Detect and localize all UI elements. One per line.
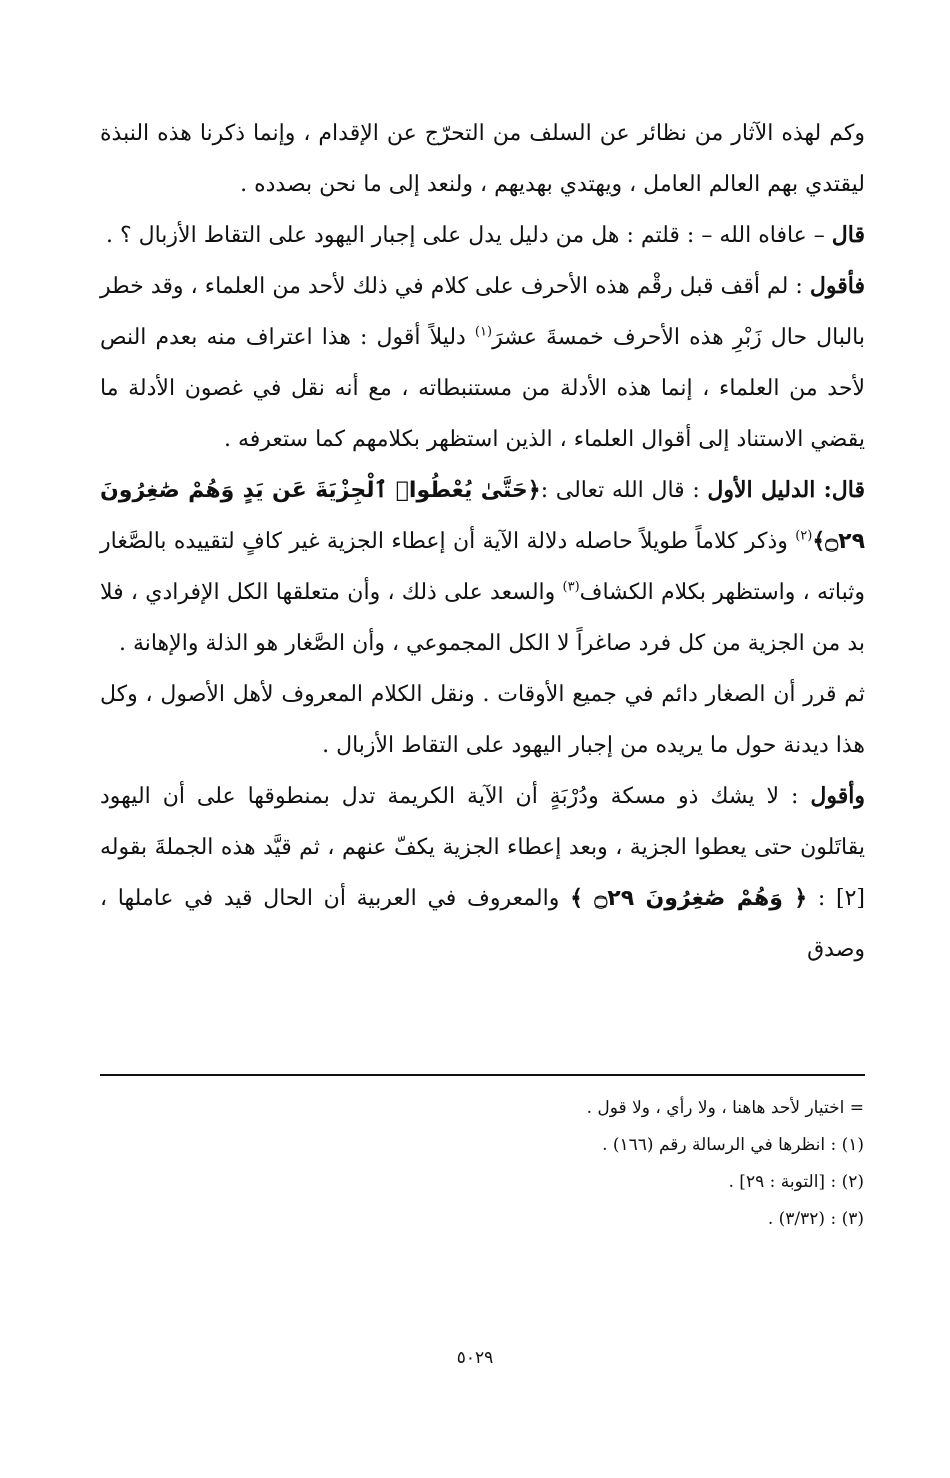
paragraph-text: والسعد على ذلك ، وأن متعلقها الكل الإفرادي ، فلا بد من الجزية من كل فرد صاغراً لا الكل المجموعي ، وأن الصَّغار هو الذلة والإهانة . [100, 580, 865, 656]
paragraph-lead: قال [831, 222, 865, 248]
footnote-continuation: = اختيار لأحد هاهنا ، ولا رأي ، ولا قول . [586, 1098, 864, 1118]
paragraph-lead: وأقول [810, 783, 865, 809]
main-text [100, 108, 865, 975]
paragraph-4 [100, 465, 865, 669]
paragraph-text: ثم قرر أن الصغار دائم في جميع الأوقات . ونقل الكلام المعروف لأهل الأصول ، وكل هذا ديدنة حول ما يريده من إجبار اليهود على التقاط الأزبال . [100, 682, 865, 758]
footnote-2: (٢) : [التوبة : ٢٩] . [728, 1172, 864, 1192]
paragraph-text: – عافاه الله – : قلتم : هل من دليل يدل على إجبار اليهود على التقاط الأزبال ؟ . [105, 223, 832, 248]
paragraph-text: والمعروف في العربية أن الحال قيد في عاملها ، وصدق [100, 886, 865, 962]
paragraph-2 [100, 210, 865, 261]
paragraph-6 [100, 771, 865, 975]
footnote-ref-1: (١) [474, 324, 493, 340]
page-number: ٥٠٢٩ [456, 1348, 494, 1368]
paragraph-text: : لا يشك ذو مسكة ودُرْبَةٍ أن الآية الكريمة تدل بمنطوقها على أن اليهود يقاتَلون حتى يعطوا الجزية ، وبعد إعطاء الجزية يكفّ عنهم ، ثم قيَّد هذه الجملةَ بقوله [٢] : [100, 784, 865, 911]
footnote-ref-3: (٣) [562, 579, 580, 595]
paragraph-text: : لم أقف قبل رقْم هذه الأحرف على كلام في ذلك لأحد من العلماء ، وقد خطر بالبال حال زَبْرِ هذه الأحرف خمسةَ عشرَ [100, 274, 866, 350]
quran-verse: ﴿حَتَّىٰ يُعْطُوا۟ ٱلْجِزْيَةَ عَن يَدٍ وَهُمْ صَٰغِرُونَ ۝٢٩﴾ [100, 478, 865, 554]
paragraph-lead: فأقول [809, 273, 865, 299]
footnote-divider [100, 1074, 865, 1076]
paragraph-3 [100, 261, 865, 465]
quran-verse: ﴿ وَهُمْ صَٰغِرُونَ ۝٢٩ ﴾ [570, 886, 808, 911]
paragraph-lead: قال: الدليل الأول [707, 477, 866, 503]
paragraph-1 [100, 108, 865, 210]
footnote-ref-2: (٢) [795, 528, 813, 544]
paragraph-text: دليلاً أقول : هذا اعتراف منه بعدم النص لأحد من العلماء ، إنما هذه الأدلة من مستنبطاته ، مع أنه نقل في غصون الأدلة ما يقضي الاستناد إلى أقوال العلماء ، الذين استظهر بكلامهم كما ستعرفه . [100, 325, 865, 452]
paragraph-text: وكم لهذه الآثار من نظائر عن السلف من التحرّج عن الإقدام ، وإنما ذكرنا هذه النبذة ليقتدي بهم العالم العامل ، ويهتدي بهديهم ، ولنعد إلى ما نحن بصدده . [100, 121, 865, 197]
footnotes [99, 1090, 864, 1238]
paragraph-5 [100, 669, 865, 771]
footnote-3: (٣) : (٣/٣٢) . [767, 1209, 864, 1229]
paragraph-text: وذكر كلاماً طويلاً حاصله دلالة الآية أن إعطاء الجزية غير كافٍ لتقييده بالصَّغار وثباته ، واستظهر بكلام الكشاف [100, 529, 865, 605]
footnote-1: (١) : انظرها في الرسالة رقم (١٦٦) . [602, 1135, 864, 1155]
paragraph-text: : قال الله تعالى : [540, 478, 708, 503]
